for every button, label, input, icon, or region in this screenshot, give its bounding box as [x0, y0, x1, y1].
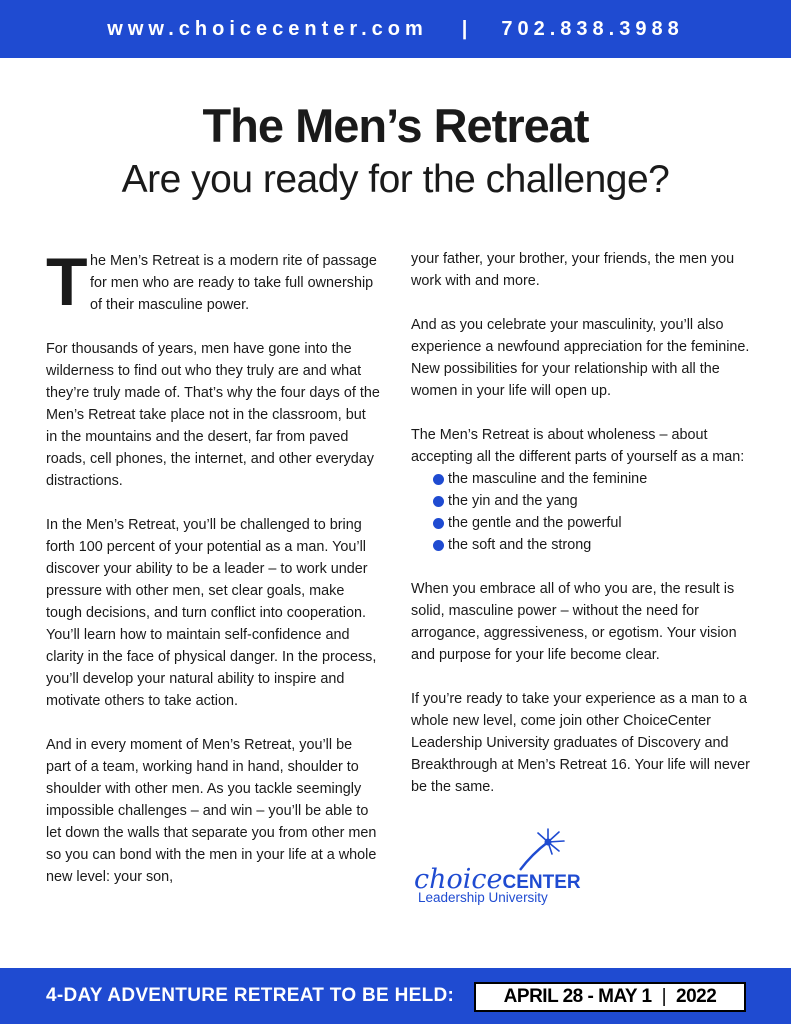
list-item: the soft and the strong: [433, 534, 756, 556]
phone-number[interactable]: 702.838.3988: [501, 17, 684, 40]
right-column: [411, 248, 756, 820]
wholeness-list: [411, 468, 756, 556]
page-title: The Men’s Retreat: [202, 99, 589, 152]
header-bar: [0, 0, 791, 58]
event-year: 2022: [676, 986, 717, 1007]
list-item: the gentle and the powerful: [433, 512, 756, 534]
body-paragraph: your father, your brother, your friends, the men you work with and more.: [411, 251, 735, 289]
choicecenter-logo: [414, 828, 581, 908]
event-dates: APRIL 28 - MAY 1: [503, 986, 652, 1007]
body-paragraph: And as you celebrate your masculinity, you’ll also experience a newfound appreciation for the feminine. New possibilities for your relationship with all the women in your life will open up.: [411, 317, 750, 399]
logo-word-choice: choice: [414, 864, 503, 895]
header-separator: |: [461, 17, 468, 40]
body-paragraph: If you’re ready to take your experience as a man to a whole new level, come join other ChoiceCenter Leadership University graduates of Discovery and Breakthrough at Men’s Retreat 16. Your life will never be the same.: [411, 691, 750, 795]
body-paragraph: When you embrace all of who you are, the result is solid, masculine power – without the need for arrogance, aggressiveness, or egotism. Your vision and purpose for your life become clear.: [411, 581, 737, 663]
logo-tagline: Leadership University: [418, 890, 548, 905]
intro-text: he Men’s Retreat is a modern rite of passage for men who are ready to take full ownership of their masculine power.: [90, 253, 377, 313]
footer-label: 4-DAY ADVENTURE RETREAT TO BE HELD:: [46, 985, 455, 1006]
list-item: the yin and the yang: [433, 490, 756, 512]
date-separator: |: [661, 986, 667, 1007]
left-column: [46, 244, 380, 910]
logo-word-center: CENTER: [502, 872, 581, 893]
bullet-dot-icon: [433, 540, 444, 551]
drop-cap: T: [46, 244, 88, 320]
list-item: the masculine and the feminine: [433, 468, 756, 490]
bullet-dot-icon: [433, 496, 444, 507]
bullet-dot-icon: [433, 474, 444, 485]
body-paragraph: And in every moment of Men’s Retreat, you’ll be part of a team, working hand in hand, shoulder to shoulder with other men. As you tackle seemingly impossible challenges – and win – you’ll be able to let down the walls that separate you from other men so you can bond with the men in your life at a whole new level: your son,: [46, 737, 377, 885]
website-link[interactable]: www.choicecenter.com: [107, 17, 428, 40]
event-date-box: [474, 982, 746, 1012]
footer-bar: [0, 968, 791, 1024]
body-paragraph: For thousands of years, men have gone into the wilderness to find out who they truly are and what they’re truly made of. That’s why the four days of the Men’s Retreat take place not in the classroom, but in the mountains and the desert, far from paved roads, cell phones, the internet, and other everyday distractions.: [46, 341, 380, 489]
body-paragraph: The Men’s Retreat is about wholeness – about accepting all the different parts of yourself as a man:: [411, 427, 745, 465]
body-paragraph: In the Men’s Retreat, you’ll be challenged to bring forth 100 percent of your potential as a man. You’ll discover your ability to be a leader – to work under pressure with other men, set clear goals, make tough decisions, and turn conflict into cooperation. You’ll learn how to maintain self-confidence and clarity in the face of physical danger. In the process, you’ll develop your natural ability to inspire and motivate others to take action.: [46, 517, 377, 709]
bullet-dot-icon: [433, 518, 444, 529]
page-subtitle: Are you ready for the challenge?: [121, 158, 670, 201]
intro-paragraph: [46, 244, 380, 320]
